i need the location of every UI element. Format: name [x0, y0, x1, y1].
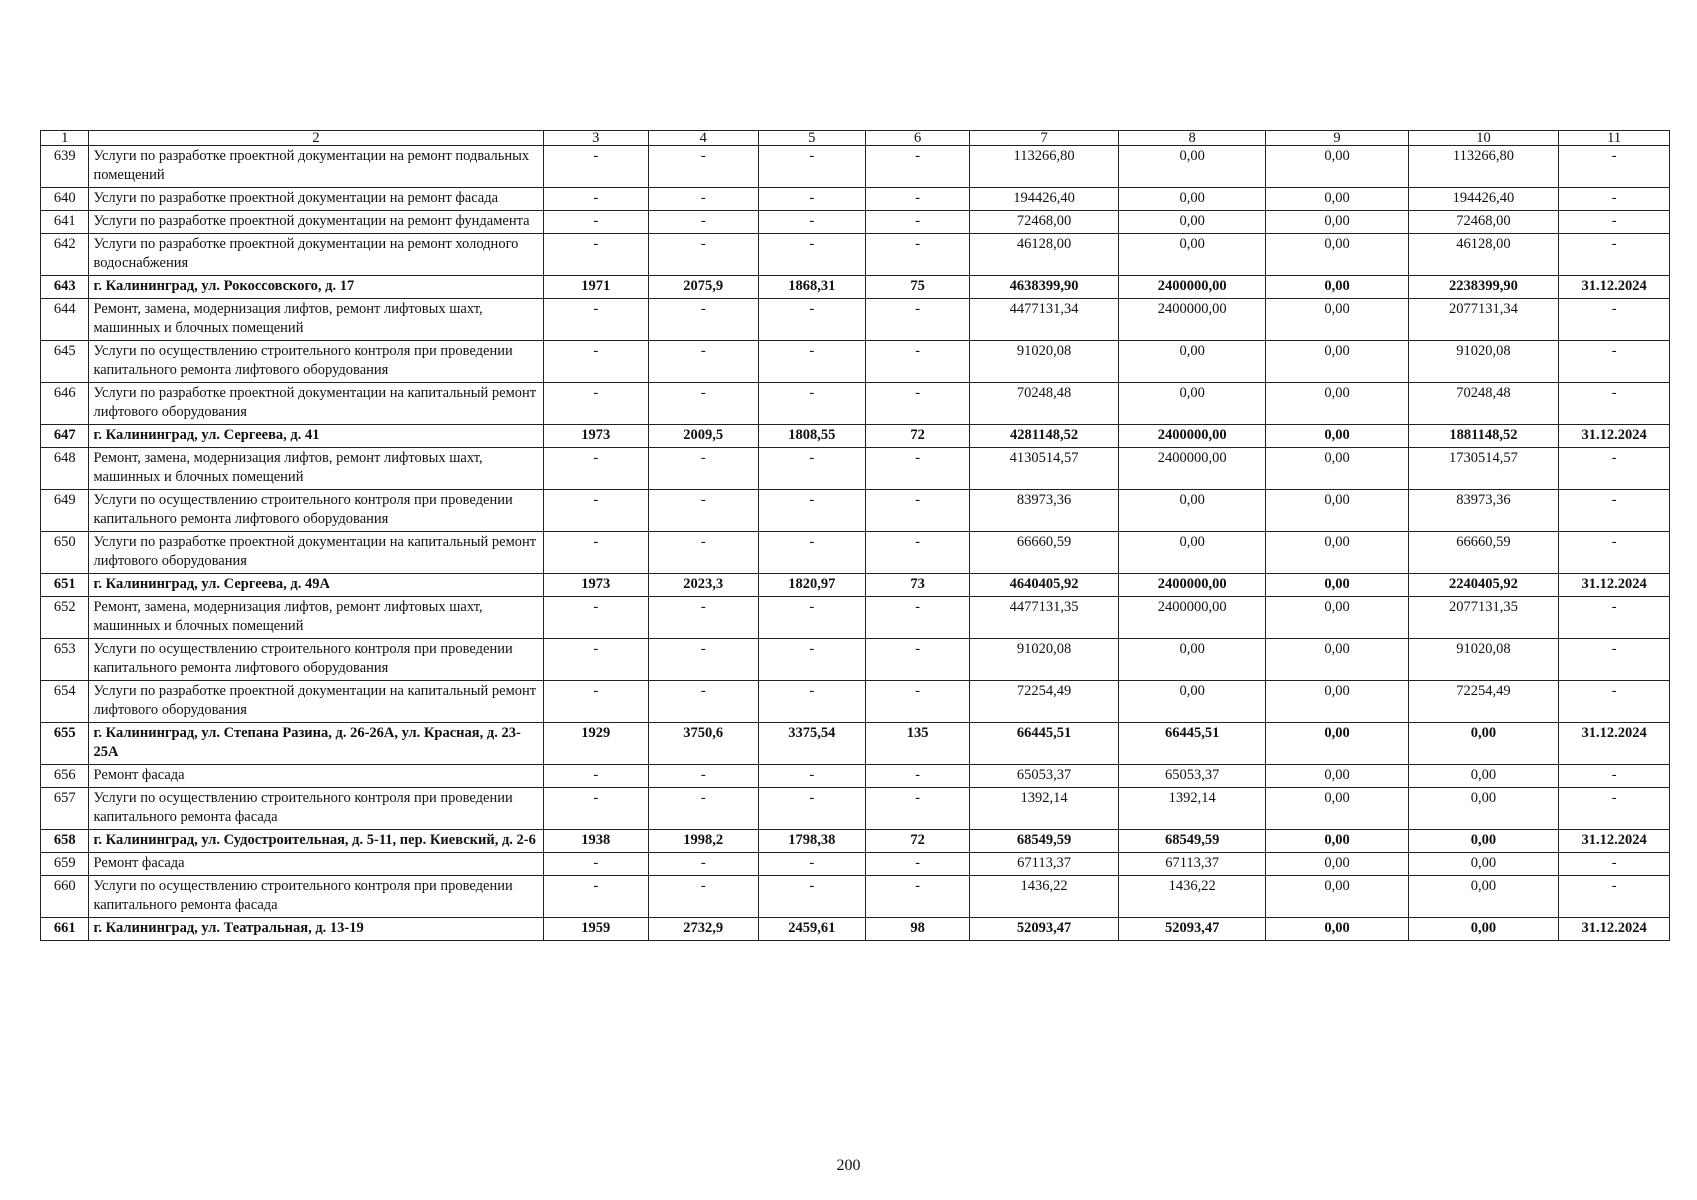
- living-area-cell: 1808,55: [758, 425, 865, 448]
- table-row: [41, 383, 1670, 425]
- completion-date-cell: -: [1559, 597, 1670, 639]
- living-area-cell: -: [758, 146, 865, 188]
- completion-date-cell: -: [1559, 876, 1670, 918]
- living-area-cell: -: [758, 876, 865, 918]
- budget-amount-cell: 0,00: [1266, 383, 1408, 425]
- row-description-cell: г. Калининград, ул. Степана Разина, д. 26-26А, ул. Красная, д. 23-25А: [89, 723, 543, 765]
- completion-date-cell: -: [1559, 383, 1670, 425]
- completion-date-cell: -: [1559, 211, 1670, 234]
- total-area-cell: -: [648, 490, 758, 532]
- completion-date-cell: -: [1559, 853, 1670, 876]
- living-area-cell: -: [758, 788, 865, 830]
- row-description-cell: Услуги по разработке проектной документации на капитальный ремонт лифтового оборудования: [89, 532, 543, 574]
- total-area-cell: 2075,9: [648, 276, 758, 299]
- owner-funds-cell: 72254,49: [1408, 681, 1559, 723]
- total-area-cell: -: [648, 299, 758, 341]
- row-number-cell: 658: [41, 830, 89, 853]
- budget-amount-cell: 0,00: [1266, 188, 1408, 211]
- residents-cell: -: [866, 383, 970, 425]
- fund-amount-cell: 2400000,00: [1118, 299, 1266, 341]
- year-built-cell: -: [543, 448, 648, 490]
- owner-funds-cell: 91020,08: [1408, 639, 1559, 681]
- year-built-cell: -: [543, 211, 648, 234]
- completion-date-cell: -: [1559, 765, 1670, 788]
- address-row: [41, 830, 1670, 853]
- owner-funds-cell: 66660,59: [1408, 532, 1559, 574]
- residents-cell: 73: [866, 574, 970, 597]
- fund-amount-cell: 2400000,00: [1118, 276, 1266, 299]
- residents-cell: -: [866, 188, 970, 211]
- residents-cell: -: [866, 299, 970, 341]
- completion-date-cell: -: [1559, 299, 1670, 341]
- completion-date-cell: 31.12.2024: [1559, 830, 1670, 853]
- total-area-cell: -: [648, 188, 758, 211]
- fund-amount-cell: 1436,22: [1118, 876, 1266, 918]
- row-description-cell: Ремонт фасада: [89, 853, 543, 876]
- residents-cell: -: [866, 639, 970, 681]
- fund-amount-cell: 2400000,00: [1118, 574, 1266, 597]
- owner-funds-cell: 1881148,52: [1408, 425, 1559, 448]
- living-area-cell: -: [758, 490, 865, 532]
- year-built-cell: 1973: [543, 425, 648, 448]
- total-area-cell: -: [648, 383, 758, 425]
- residents-cell: 72: [866, 425, 970, 448]
- living-area-cell: -: [758, 639, 865, 681]
- row-description-cell: Услуги по осуществлению строительного контроля при проведении капитального ремонта лифтового оборудования: [89, 341, 543, 383]
- owner-funds-cell: 91020,08: [1408, 341, 1559, 383]
- column-header: 2: [89, 131, 543, 146]
- budget-amount-cell: 0,00: [1266, 341, 1408, 383]
- address-row: [41, 425, 1670, 448]
- total-cost-cell: 46128,00: [970, 234, 1119, 276]
- owner-funds-cell: 46128,00: [1408, 234, 1559, 276]
- row-number-cell: 657: [41, 788, 89, 830]
- address-row: [41, 918, 1670, 941]
- row-description-cell: г. Калининград, ул. Театральная, д. 13-19: [89, 918, 543, 941]
- fund-amount-cell: 0,00: [1118, 383, 1266, 425]
- column-header: 11: [1559, 131, 1670, 146]
- owner-funds-cell: 0,00: [1408, 918, 1559, 941]
- fund-amount-cell: 65053,37: [1118, 765, 1266, 788]
- residents-cell: -: [866, 490, 970, 532]
- total-cost-cell: 194426,40: [970, 188, 1119, 211]
- year-built-cell: -: [543, 853, 648, 876]
- row-number-cell: 661: [41, 918, 89, 941]
- total-area-cell: -: [648, 146, 758, 188]
- address-row: [41, 723, 1670, 765]
- completion-date-cell: -: [1559, 639, 1670, 681]
- budget-amount-cell: 0,00: [1266, 830, 1408, 853]
- year-built-cell: 1938: [543, 830, 648, 853]
- living-area-cell: -: [758, 234, 865, 276]
- total-cost-cell: 66660,59: [970, 532, 1119, 574]
- living-area-cell: -: [758, 532, 865, 574]
- owner-funds-cell: 194426,40: [1408, 188, 1559, 211]
- living-area-cell: 1798,38: [758, 830, 865, 853]
- budget-amount-cell: 0,00: [1266, 490, 1408, 532]
- residents-cell: 135: [866, 723, 970, 765]
- residents-cell: -: [866, 853, 970, 876]
- fund-amount-cell: 0,00: [1118, 146, 1266, 188]
- completion-date-cell: -: [1559, 146, 1670, 188]
- table-row: [41, 146, 1670, 188]
- column-header: 5: [758, 131, 865, 146]
- total-cost-cell: 1392,14: [970, 788, 1119, 830]
- living-area-cell: -: [758, 299, 865, 341]
- residents-cell: -: [866, 765, 970, 788]
- year-built-cell: 1959: [543, 918, 648, 941]
- total-cost-cell: 1436,22: [970, 876, 1119, 918]
- budget-amount-cell: 0,00: [1266, 876, 1408, 918]
- total-area-cell: 2009,5: [648, 425, 758, 448]
- completion-date-cell: 31.12.2024: [1559, 723, 1670, 765]
- fund-amount-cell: 0,00: [1118, 341, 1266, 383]
- total-area-cell: 1998,2: [648, 830, 758, 853]
- table-row: [41, 299, 1670, 341]
- living-area-cell: -: [758, 765, 865, 788]
- row-number-cell: 642: [41, 234, 89, 276]
- completion-date-cell: 31.12.2024: [1559, 276, 1670, 299]
- row-number-cell: 640: [41, 188, 89, 211]
- budget-amount-cell: 0,00: [1266, 211, 1408, 234]
- total-cost-cell: 72254,49: [970, 681, 1119, 723]
- row-description-cell: Услуги по осуществлению строительного контроля при проведении капитального ремонта фасада: [89, 876, 543, 918]
- total-cost-cell: 66445,51: [970, 723, 1119, 765]
- year-built-cell: -: [543, 681, 648, 723]
- budget-amount-cell: 0,00: [1266, 425, 1408, 448]
- row-number-cell: 656: [41, 765, 89, 788]
- row-description-cell: г. Калининград, ул. Судостроительная, д. 5-11, пер. Киевский, д. 2-6: [89, 830, 543, 853]
- total-cost-cell: 83973,36: [970, 490, 1119, 532]
- completion-date-cell: -: [1559, 234, 1670, 276]
- total-cost-cell: 70248,48: [970, 383, 1119, 425]
- fund-amount-cell: 0,00: [1118, 490, 1266, 532]
- row-number-cell: 655: [41, 723, 89, 765]
- table-row: [41, 532, 1670, 574]
- total-area-cell: -: [648, 681, 758, 723]
- owner-funds-cell: 1730514,57: [1408, 448, 1559, 490]
- total-cost-cell: 72468,00: [970, 211, 1119, 234]
- fund-amount-cell: 2400000,00: [1118, 448, 1266, 490]
- row-description-cell: г. Калининград, ул. Сергеева, д. 49А: [89, 574, 543, 597]
- budget-amount-cell: 0,00: [1266, 146, 1408, 188]
- completion-date-cell: 31.12.2024: [1559, 574, 1670, 597]
- total-area-cell: -: [648, 788, 758, 830]
- column-number-row: [41, 131, 1670, 146]
- total-area-cell: -: [648, 341, 758, 383]
- table-row: [41, 853, 1670, 876]
- total-area-cell: -: [648, 765, 758, 788]
- owner-funds-cell: 2077131,35: [1408, 597, 1559, 639]
- total-area-cell: -: [648, 448, 758, 490]
- row-number-cell: 646: [41, 383, 89, 425]
- living-area-cell: -: [758, 188, 865, 211]
- table-row: [41, 234, 1670, 276]
- table-row: [41, 788, 1670, 830]
- budget-amount-cell: 0,00: [1266, 639, 1408, 681]
- fund-amount-cell: 67113,37: [1118, 853, 1266, 876]
- budget-amount-cell: 0,00: [1266, 788, 1408, 830]
- budget-amount-cell: 0,00: [1266, 448, 1408, 490]
- row-number-cell: 652: [41, 597, 89, 639]
- table-row: [41, 341, 1670, 383]
- row-number-cell: 639: [41, 146, 89, 188]
- total-area-cell: 2023,3: [648, 574, 758, 597]
- row-number-cell: 653: [41, 639, 89, 681]
- residents-cell: -: [866, 341, 970, 383]
- owner-funds-cell: 83973,36: [1408, 490, 1559, 532]
- completion-date-cell: -: [1559, 188, 1670, 211]
- row-description-cell: Услуги по разработке проектной документации на капитальный ремонт лифтового оборудования: [89, 681, 543, 723]
- total-area-cell: 2732,9: [648, 918, 758, 941]
- total-cost-cell: 67113,37: [970, 853, 1119, 876]
- fund-amount-cell: 1392,14: [1118, 788, 1266, 830]
- table-row: [41, 448, 1670, 490]
- residents-cell: -: [866, 597, 970, 639]
- address-row: [41, 574, 1670, 597]
- residents-cell: -: [866, 876, 970, 918]
- column-header: 10: [1408, 131, 1559, 146]
- total-cost-cell: 4477131,34: [970, 299, 1119, 341]
- residents-cell: -: [866, 448, 970, 490]
- budget-amount-cell: 0,00: [1266, 276, 1408, 299]
- total-area-cell: -: [648, 234, 758, 276]
- year-built-cell: 1929: [543, 723, 648, 765]
- row-description-cell: Услуги по осуществлению строительного контроля при проведении капитального ремонта фасада: [89, 788, 543, 830]
- budget-amount-cell: 0,00: [1266, 681, 1408, 723]
- year-built-cell: -: [543, 639, 648, 681]
- page-number: 200: [836, 1157, 861, 1174]
- living-area-cell: -: [758, 211, 865, 234]
- budget-amount-cell: 0,00: [1266, 853, 1408, 876]
- fund-amount-cell: 0,00: [1118, 188, 1266, 211]
- residents-cell: -: [866, 788, 970, 830]
- budget-amount-cell: 0,00: [1266, 765, 1408, 788]
- owner-funds-cell: 0,00: [1408, 788, 1559, 830]
- budget-amount-cell: 0,00: [1266, 597, 1408, 639]
- total-area-cell: -: [648, 853, 758, 876]
- year-built-cell: -: [543, 188, 648, 211]
- owner-funds-cell: 0,00: [1408, 853, 1559, 876]
- owner-funds-cell: 70248,48: [1408, 383, 1559, 425]
- row-number-cell: 647: [41, 425, 89, 448]
- row-description-cell: Услуги по разработке проектной документации на ремонт фасада: [89, 188, 543, 211]
- year-built-cell: -: [543, 383, 648, 425]
- owner-funds-cell: 72468,00: [1408, 211, 1559, 234]
- residents-cell: -: [866, 234, 970, 276]
- residents-cell: -: [866, 532, 970, 574]
- year-built-cell: -: [543, 146, 648, 188]
- fund-amount-cell: 52093,47: [1118, 918, 1266, 941]
- row-description-cell: Услуги по разработке проектной документации на ремонт холодного водоснабжения: [89, 234, 543, 276]
- column-header: 1: [41, 131, 89, 146]
- year-built-cell: -: [543, 765, 648, 788]
- row-number-cell: 659: [41, 853, 89, 876]
- living-area-cell: 2459,61: [758, 918, 865, 941]
- row-description-cell: Ремонт фасада: [89, 765, 543, 788]
- table-body: [41, 131, 1670, 941]
- living-area-cell: -: [758, 448, 865, 490]
- total-cost-cell: 91020,08: [970, 639, 1119, 681]
- total-area-cell: 3750,6: [648, 723, 758, 765]
- completion-date-cell: -: [1559, 788, 1670, 830]
- address-row: [41, 276, 1670, 299]
- row-description-cell: Услуги по разработке проектной документации на ремонт фундамента: [89, 211, 543, 234]
- total-cost-cell: 65053,37: [970, 765, 1119, 788]
- column-header: 6: [866, 131, 970, 146]
- row-description-cell: г. Калининград, ул. Рокоссовского, д. 17: [89, 276, 543, 299]
- row-description-cell: Услуги по осуществлению строительного контроля при проведении капитального ремонта лифтового оборудования: [89, 490, 543, 532]
- owner-funds-cell: 0,00: [1408, 830, 1559, 853]
- table-row: [41, 490, 1670, 532]
- year-built-cell: -: [543, 876, 648, 918]
- total-area-cell: -: [648, 532, 758, 574]
- table-row: [41, 597, 1670, 639]
- year-built-cell: -: [543, 788, 648, 830]
- capital-repair-table: [40, 130, 1670, 941]
- living-area-cell: 1868,31: [758, 276, 865, 299]
- row-description-cell: Услуги по разработке проектной документации на капитальный ремонт лифтового оборудования: [89, 383, 543, 425]
- column-header: 8: [1118, 131, 1266, 146]
- budget-amount-cell: 0,00: [1266, 532, 1408, 574]
- completion-date-cell: -: [1559, 681, 1670, 723]
- owner-funds-cell: 2077131,34: [1408, 299, 1559, 341]
- living-area-cell: -: [758, 597, 865, 639]
- completion-date-cell: 31.12.2024: [1559, 918, 1670, 941]
- total-cost-cell: 91020,08: [970, 341, 1119, 383]
- row-number-cell: 641: [41, 211, 89, 234]
- owner-funds-cell: 0,00: [1408, 876, 1559, 918]
- fund-amount-cell: 2400000,00: [1118, 597, 1266, 639]
- residents-cell: -: [866, 681, 970, 723]
- table-row: [41, 765, 1670, 788]
- fund-amount-cell: 0,00: [1118, 211, 1266, 234]
- year-built-cell: -: [543, 490, 648, 532]
- completion-date-cell: -: [1559, 448, 1670, 490]
- budget-amount-cell: 0,00: [1266, 918, 1408, 941]
- total-area-cell: -: [648, 597, 758, 639]
- row-description-cell: Услуги по осуществлению строительного контроля при проведении капитального ремонта лифтового оборудования: [89, 639, 543, 681]
- fund-amount-cell: 0,00: [1118, 639, 1266, 681]
- fund-amount-cell: 68549,59: [1118, 830, 1266, 853]
- year-built-cell: -: [543, 597, 648, 639]
- fund-amount-cell: 2400000,00: [1118, 425, 1266, 448]
- living-area-cell: -: [758, 853, 865, 876]
- owner-funds-cell: 2240405,92: [1408, 574, 1559, 597]
- living-area-cell: 3375,54: [758, 723, 865, 765]
- owner-funds-cell: 2238399,90: [1408, 276, 1559, 299]
- residents-cell: -: [866, 211, 970, 234]
- row-number-cell: 660: [41, 876, 89, 918]
- row-description-cell: Ремонт, замена, модернизация лифтов, ремонт лифтовых шахт, машинных и блочных помещений: [89, 299, 543, 341]
- column-header: 3: [543, 131, 648, 146]
- row-number-cell: 645: [41, 341, 89, 383]
- total-area-cell: -: [648, 639, 758, 681]
- budget-amount-cell: 0,00: [1266, 723, 1408, 765]
- living-area-cell: 1820,97: [758, 574, 865, 597]
- completion-date-cell: -: [1559, 532, 1670, 574]
- row-description-cell: Услуги по разработке проектной документации на ремонт подвальных помещений: [89, 146, 543, 188]
- fund-amount-cell: 0,00: [1118, 532, 1266, 574]
- total-cost-cell: 4477131,35: [970, 597, 1119, 639]
- table-row: [41, 211, 1670, 234]
- budget-amount-cell: 0,00: [1266, 234, 1408, 276]
- residents-cell: 98: [866, 918, 970, 941]
- owner-funds-cell: 0,00: [1408, 765, 1559, 788]
- row-number-cell: 650: [41, 532, 89, 574]
- fund-amount-cell: 66445,51: [1118, 723, 1266, 765]
- completion-date-cell: -: [1559, 341, 1670, 383]
- total-cost-cell: 4130514,57: [970, 448, 1119, 490]
- row-number-cell: 649: [41, 490, 89, 532]
- total-cost-cell: 4638399,90: [970, 276, 1119, 299]
- living-area-cell: -: [758, 383, 865, 425]
- living-area-cell: -: [758, 681, 865, 723]
- year-built-cell: -: [543, 234, 648, 276]
- year-built-cell: 1971: [543, 276, 648, 299]
- total-area-cell: -: [648, 876, 758, 918]
- table-row: [41, 681, 1670, 723]
- fund-amount-cell: 0,00: [1118, 234, 1266, 276]
- completion-date-cell: 31.12.2024: [1559, 425, 1670, 448]
- row-number-cell: 644: [41, 299, 89, 341]
- total-cost-cell: 52093,47: [970, 918, 1119, 941]
- row-number-cell: 648: [41, 448, 89, 490]
- row-description-cell: Ремонт, замена, модернизация лифтов, ремонт лифтовых шахт, машинных и блочных помещений: [89, 448, 543, 490]
- budget-amount-cell: 0,00: [1266, 299, 1408, 341]
- owner-funds-cell: 113266,80: [1408, 146, 1559, 188]
- year-built-cell: -: [543, 532, 648, 574]
- year-built-cell: 1973: [543, 574, 648, 597]
- row-number-cell: 654: [41, 681, 89, 723]
- living-area-cell: -: [758, 341, 865, 383]
- row-description-cell: г. Калининград, ул. Сергеева, д. 41: [89, 425, 543, 448]
- row-description-cell: Ремонт, замена, модернизация лифтов, ремонт лифтовых шахт, машинных и блочных помещений: [89, 597, 543, 639]
- row-number-cell: 643: [41, 276, 89, 299]
- table-row: [41, 876, 1670, 918]
- row-number-cell: 651: [41, 574, 89, 597]
- residents-cell: 75: [866, 276, 970, 299]
- total-area-cell: -: [648, 211, 758, 234]
- year-built-cell: -: [543, 299, 648, 341]
- table-row: [41, 188, 1670, 211]
- column-header: 9: [1266, 131, 1408, 146]
- budget-amount-cell: 0,00: [1266, 574, 1408, 597]
- column-header: 4: [648, 131, 758, 146]
- owner-funds-cell: 0,00: [1408, 723, 1559, 765]
- total-cost-cell: 4640405,92: [970, 574, 1119, 597]
- total-cost-cell: 113266,80: [970, 146, 1119, 188]
- completion-date-cell: -: [1559, 490, 1670, 532]
- table-row: [41, 639, 1670, 681]
- year-built-cell: -: [543, 341, 648, 383]
- residents-cell: 72: [866, 830, 970, 853]
- fund-amount-cell: 0,00: [1118, 681, 1266, 723]
- column-header: 7: [970, 131, 1119, 146]
- total-cost-cell: 4281148,52: [970, 425, 1119, 448]
- residents-cell: -: [866, 146, 970, 188]
- total-cost-cell: 68549,59: [970, 830, 1119, 853]
